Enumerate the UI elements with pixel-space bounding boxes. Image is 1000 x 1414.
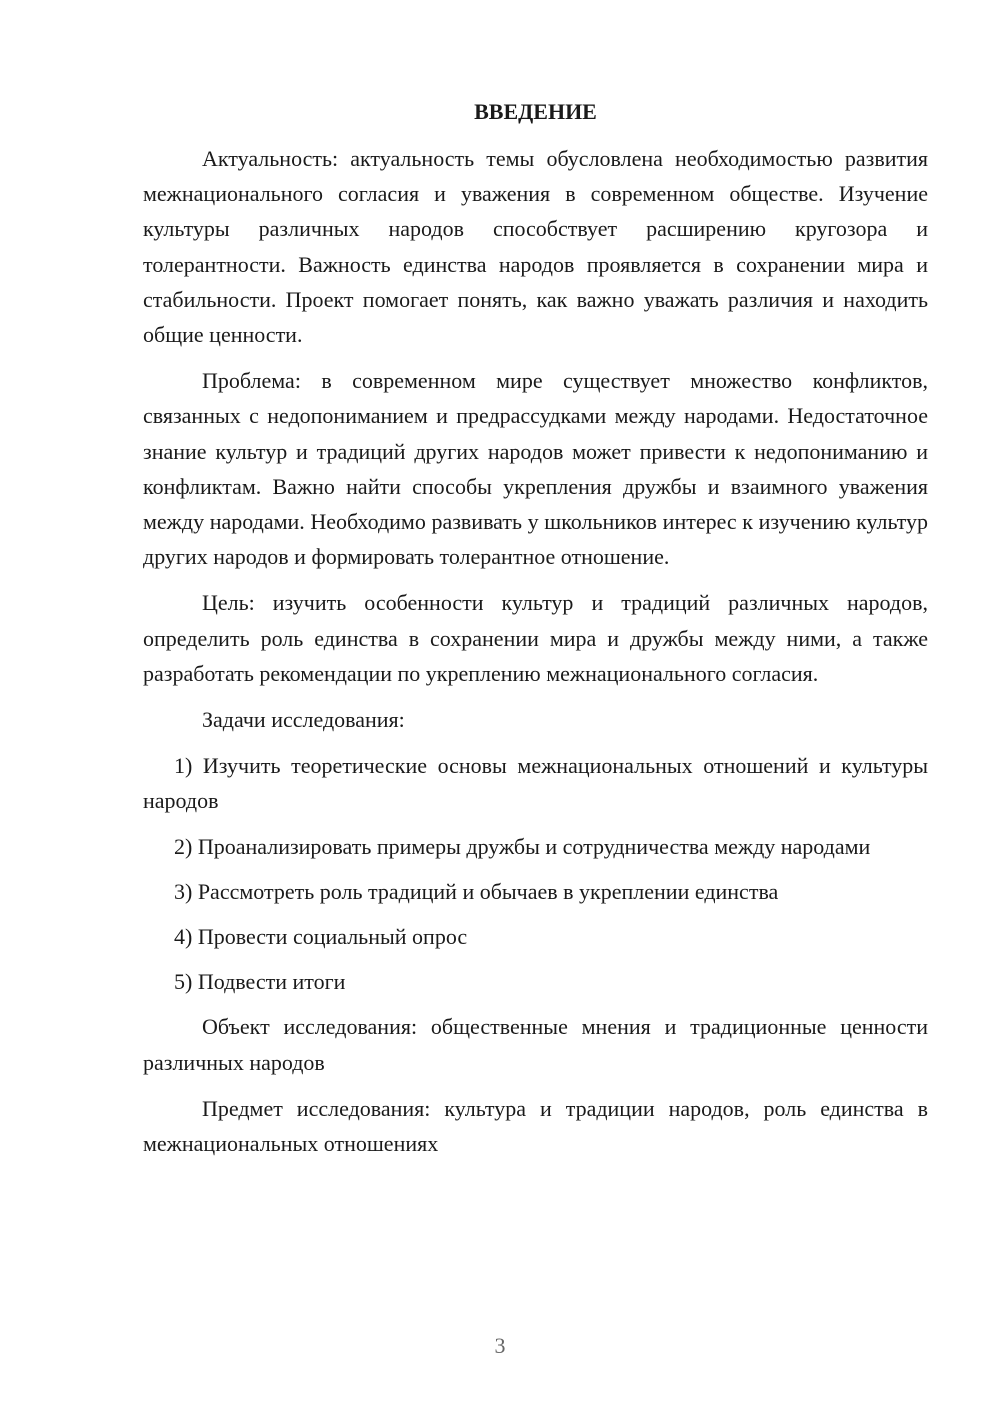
goal-paragraph: Цель: изучить особенности культур и традиций различных народов, определить роль единства в сохранении мира и дружбы между ними, а также разработать рекомендации по укреплению межнационального согласия. bbox=[143, 590, 928, 686]
page-number: 3 bbox=[494, 1333, 506, 1358]
document-page bbox=[143, 94, 928, 1172]
object-paragraph: Объект исследования: общественные мнения и традиционные ценности различных народов bbox=[143, 1014, 928, 1075]
tasks-heading: Задачи исследования: bbox=[202, 707, 405, 733]
task-item-5: 5) Подвести итоги bbox=[174, 969, 346, 995]
task-item-1: 1) Изучить теоретические основы межнациональных отношений и культуры народов bbox=[143, 753, 928, 814]
task-item-3: 3) Рассмотреть роль традиций и обычаев в укреплении единства bbox=[174, 878, 779, 904]
subject-paragraph: Предмет исследования: культура и традиции народов, роль единства в межнациональных отношениях bbox=[143, 1095, 928, 1157]
relevance-paragraph: Актуальность: актуальность темы обусловлена необходимостью развития межнационального согласия и уважения в современном обществе. Изучение культуры различных народов способствует расширению кругозора и толерантности. Важность единства народов проявляется в сохранении мира и стабильности. Проект помогает понять, как важно уважать различия и находить общие ценности. bbox=[143, 146, 928, 348]
problem-paragraph: Проблема: в современном мире существует множество конфликтов, связанных с недопониманием и предрассудками между народами. Недостаточное знание культур и традиций других народов может привести к недопониманию и конфликтам. Важно найти способы укрепления дружбы и взаимного уважения между народами. Необходимо развивать у школьников интерес к изучению культур других народов и формировать толерантное отношение. bbox=[143, 368, 928, 570]
task-item-2: 2) Проанализировать примеры дружбы и сотрудничества между народами bbox=[174, 833, 871, 859]
task-item-4: 4) Провести социальный опрос bbox=[174, 924, 468, 950]
section-title: ВВЕДЕНИЕ bbox=[474, 99, 597, 124]
